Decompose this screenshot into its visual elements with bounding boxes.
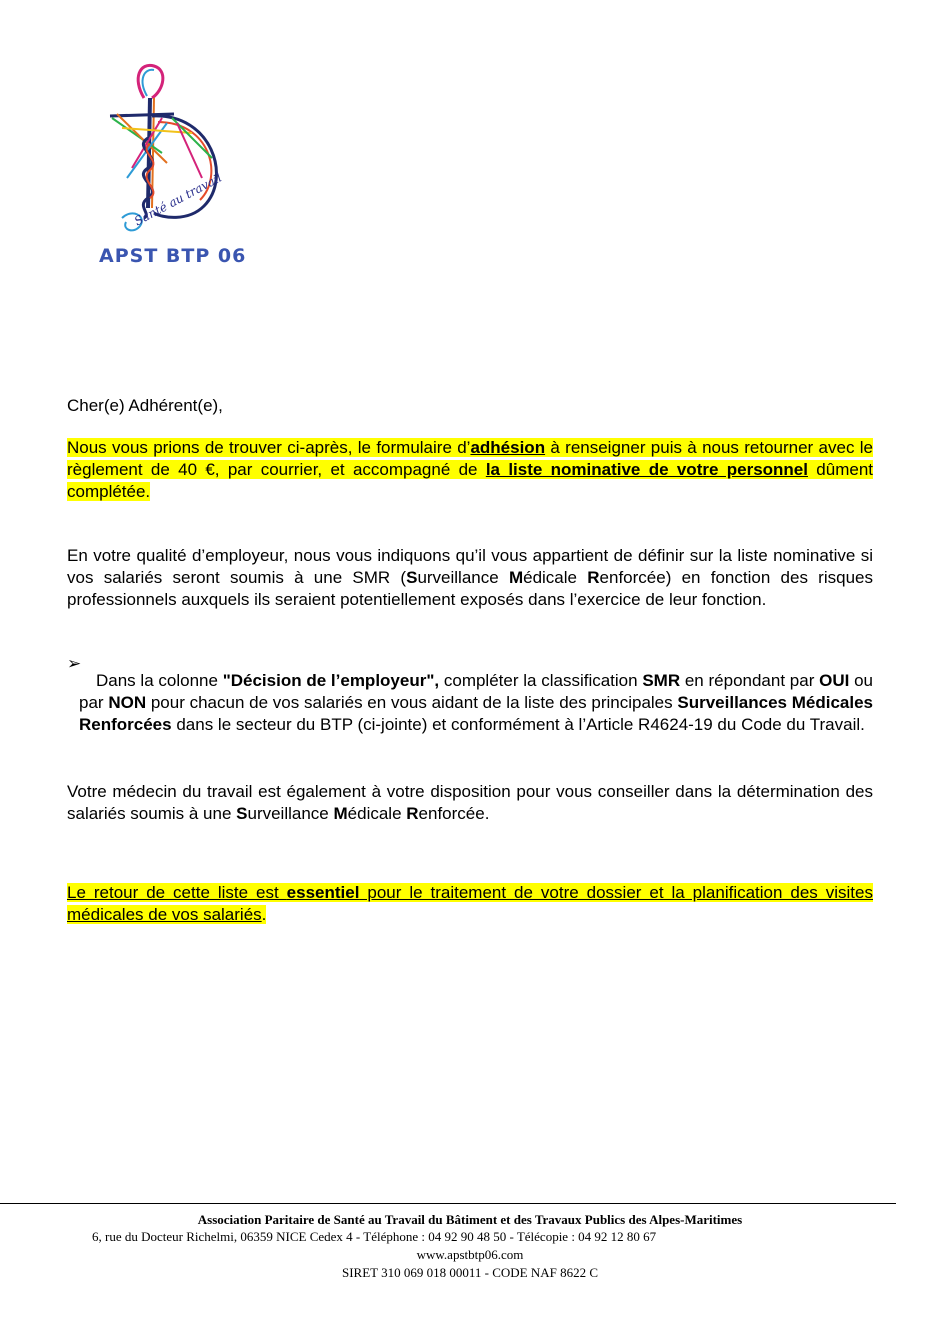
caduceus-logo-graphic [92,58,237,273]
paragraph-employer-role: En votre qualité d’employeur, nous vous indiquons qu’il vous appartient de définir sur la liste nominative si vos salariés seront soumis à une SMR (Surveillance Médicale Renforcée) en fonction des risques professionnels auxquels ils seraient potentiellement exposés dans l’exercice de leur fonction. [67,546,873,609]
logo-name: APST BTP 06 [99,245,247,267]
greeting: Cher(e) Adhérent(e), [67,396,223,415]
paragraph-return-list: Le retour de cette liste est essentiel pour le traitement de votre dossier et la planification des visites médicales de vos salariés. [67,883,873,924]
paragraph-doctor: Votre médecin du travail est également à votre disposition pour vous conseiller dans la détermination des salariés soumis à une Surveillance Médicale Renforcée. [67,782,873,823]
arrow-bullet-icon: ➢ [67,654,82,673]
logo-signature: Santé au travail [132,170,225,229]
footer-org: Association Paritaire de Santé au Travail du Bâtiment et des Travaux Publics des Alpes-Maritimes [197,1212,743,1227]
footer-divider [0,1203,896,1204]
footer-siret: SIRET 310 069 018 00011 - CODE NAF 8622 C [341,1265,599,1280]
apst-logo [92,58,247,273]
paragraph-adhesion: Nous vous prions de trouver ci-après, le formulaire d’adhésion à renseigner puis à nous retourner avec le règlement de 40 €, par courrier, et accompagné de la liste nominative de votre personnel dûment complétée. [67,438,873,501]
footer-address: 6, rue du Docteur Richelmi, 06359 NICE Cedex 4 - Téléphone : 04 92 90 48 50 - Télécopie : 04 92 12 80 67 [92,1229,657,1244]
bullet-instruction: ➢ Dans la colonne "Décision de l’employeur", compléter la classification SMR en répondant par OUI ou par NON pour chacun de vos salariés en vous aidant de la liste des principales Surveillances Médicales Renforcées dans le secteur du BTP (ci-jointe) et conformément à l’Article R4624-19 du Code du Travail. [67,654,874,734]
footer-website[interactable]: www.apstbtp06.com [416,1247,524,1262]
